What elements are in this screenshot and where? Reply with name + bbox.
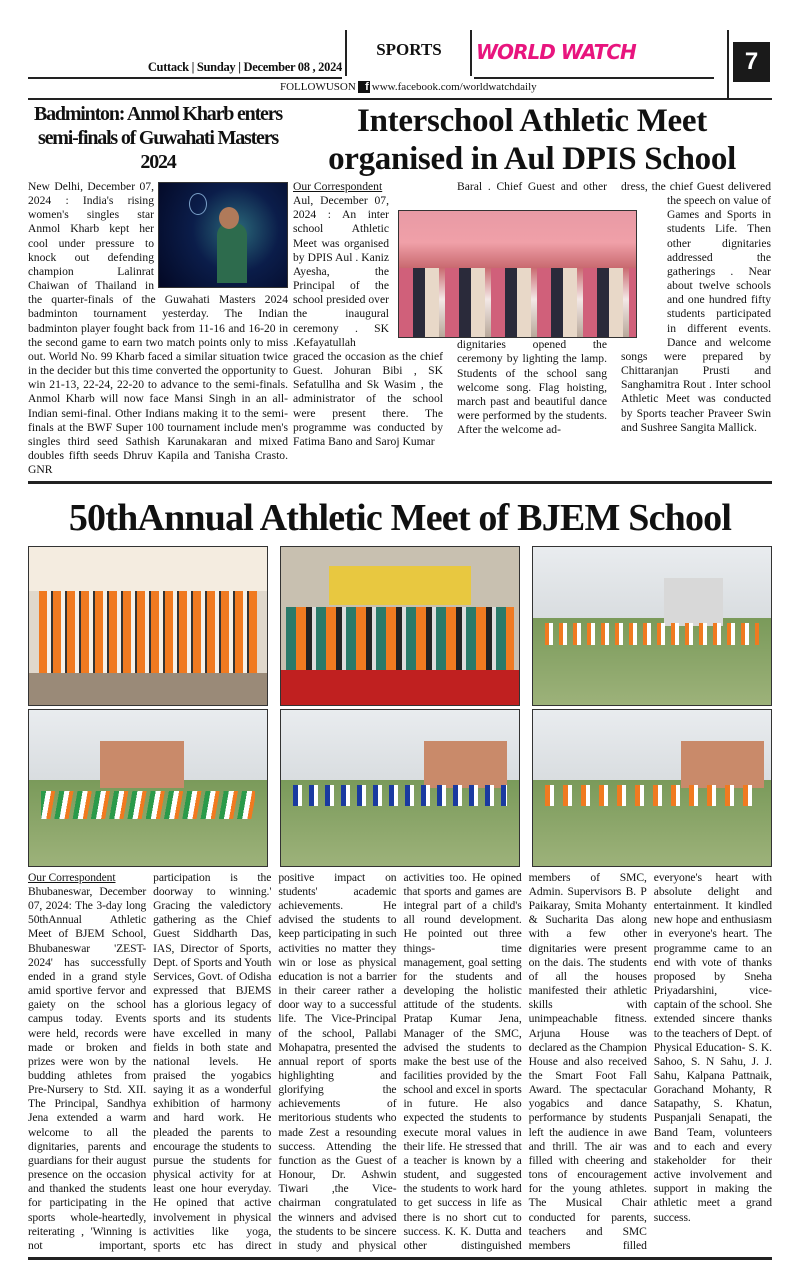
bjem-photo-group-trophies (28, 546, 268, 706)
aul-text-2: Baral . Chief Guest and other dignitaries opened the ceremony by lighting the lamp. Students of the school sang welcome song. Flag hoisting, march past and beautiful dance were performed by the students. After the welcome ad- (457, 180, 607, 437)
bjem-photo-grid (28, 546, 772, 867)
aul-article (292, 180, 772, 449)
masthead (0, 0, 800, 100)
rule (474, 77, 714, 79)
aul-text-3: dress, the chief Guest delivered the speech on value of Games and Sports in students Life. Then other dignitaries addressed the gatherings . Near about twelve schools and one hundred fifty students participated in different events. Dance and welcome songs were prepared by Chittaranjan Prusti and Sanghamitra Rout . Inter school Athletic Meet was conducted by Sports teacher Praveer Swin and Sushree Sangita Mallick. (621, 180, 771, 434)
bjem-article (28, 871, 772, 1253)
aul-story (292, 102, 772, 477)
rule (28, 1257, 772, 1260)
rule (28, 77, 342, 79)
aul-ceremony-photo (398, 210, 637, 338)
badminton-headline: Badminton: Anmol Kharb enters semi-finals of Guwahati Masters 2024 (33, 103, 282, 173)
badminton-body: New Delhi, December 07, 2024 : India's rising women's singles star Anmol Kharb kept her cool under pressure to knock out defending champion Lalinrat Chaiwan of Thailand in the quarter-finals of the Guwahati Masters 2024 badminton tournament yesterday. The Indian badminton player fought back from 11-16 and 16-20 in the second game to earn two match points only to miss out. World No. 99 Kharb faced a similar situation twice in the decider but this time converted the opportunity to win 21-13, 22-24, 22-20 to advance to the semi-finals. Anmol Kharb will now face Mansi Singh in an all-Indian semi-final. Other Indians making it to the semi-finals at the BWF Super 100 tournament include men's singles third seed Sathish Karunakaran and mixed doubles fifth seeds Dhruv Kapila and Tanisha Crasto. GNR (28, 180, 288, 477)
divider (470, 30, 472, 76)
rule (28, 98, 772, 100)
bjem-body: Bhubaneswar, December 07, 2024: The 3-day long 50thAnnual Athletic Meet of BJEM School, Bhubaneswar 'ZEST-2024' has successfully ended in a grand style amid sportive fervor and gaiety on the school campus today. Events were held, records were made or broken and prizes were won by the budding athletes from Pre-Nursery to Std. XII. The Principal, Sandhya Jena extended a warm welcome to all the dignitaries, parents and guardians for their august presence on the occasion and thanked the students for participating in the sports whole-heartedly, reiterating , 'Winning is not important, participation is the doorway to winning.' Gracing the valedictory gathering as the Chief Guest Siddharth Das, IAS, Director of Sports, Dept. of Sports and Youth Services, Govt. of Odisha expressed that BJEMS has a glorious legacy of sports and its students have excelled in many fields in both state and national levels. He praised the yogabics saying it as a wonderful exhibition of harmony and hard work. He pleaded the parents to encourage the students to pursue the students for physical activity for at least one hour everyday. He opined that active involvement in physical activities like yoga, sports etc has direct positive impact on students' academic achievements. He advised the students to keep participating in such activities no matter they win or lose as physical education is not a barrier in their career rather a door way to a successful life. The Vice-Principal of the school, Pallabi Mohapatra, presented the annual report of sports highlighting and glorifying the achievements of meritorious students who made Zest a resounding success. Attending the function as the Guest of Honour, Dr. Ashwin Tiwari ,the Vice-chairman congratulated the winners and advised the students to be sincere in study and physical activities too. He opined that sports and games are integral part of a child's all round development. He pointed out three things- time management, goal setting for the students and developing the holistic attitude of the students. Pratap Kumar Jena, Manager of the SMC, advised the students to make the best use of the facilities provided by the school and excel in sports in future. He also expected the students to execute moral values in their life. He stressed that a teacher is known by a student, and suggested the students to work hard to get success in life as there is no short cut to success. K. K. Dutta and other distinguished members of SMC, Admin. Supervisors B. P Paikaray, Smita Mohanty & Sucharita Das along with a few other dignitaries were present on the dais. The students of all the houses manifested their athletic skills with unimpeachable fitness. Arjuna House was declared as the Champion House and also received the Smart Foot Fall Award. The spectacular yogabics and dance performance by students left the audience in awe and thrill. The air was filled with cheering and tons of encouragement for the young athletes. The Musical Chair conducted for parents, teachers and SMC members filled everyone's heart with absolute delight and entertainment. It kindled new hope and enthusiasm in everyone's heart. The programme came to an end with vote of thanks proposed by Sneha Priyadarshini, vice-captain of the school. She extended sincere thanks to the teachers of Dept. of Physical Education- S. K. Sahoo, S. N Sahu, J. J. Sahu, Kalpana Pattnaik, Gorachand Mohanty, R Satapathy, S. Khatun, Puspanjali Senapati, the Band Team, volunteers and to each and every stakeholder for their active involvement and support in making the athletic meet a grand success. (28, 870, 772, 1252)
aul-text-1: Aul, December 07, 2024 : An inter school Athletic Meet was organised by DPIS Aul . Kaniz Ayesha, the Principal of the school presided over the inaugural ceremony . SK .Kefayatullah graced the occasion as the chief Guest. Johuran Bibi , SK Sefatullha and Sk Wasim , the administrator of the school were present there. The programme was conducted by Fatima Bano and Saroj Kumar (293, 194, 443, 448)
aul-headline: Interschool Athletic Meet organised in Aul DPIS School (328, 103, 736, 177)
bjem-photo-drill (532, 709, 772, 867)
bjem-headline: 50thAnnual Athletic Meet of BJEM School (68, 496, 732, 539)
bjem-photo-dais (280, 546, 520, 706)
divider (345, 30, 347, 76)
facebook-icon: f (358, 81, 370, 93)
dateline: Cuttack | Sunday | December 08 , 2024 (147, 60, 342, 74)
follow-us-line (280, 81, 537, 93)
bjem-byline: Our Correspondent (28, 870, 116, 884)
bjem-photo-yoga (28, 709, 268, 867)
world-watch-logo: WORLD WATCH (476, 40, 636, 64)
badminton-story (28, 102, 288, 477)
badminton-article (28, 180, 288, 477)
page-number: 7 (733, 42, 770, 82)
rule (28, 481, 772, 484)
top-stories (28, 100, 772, 477)
aul-column-3 (621, 180, 771, 449)
aul-byline: Our Correspondent (293, 180, 383, 193)
section-title: SPORTS (376, 40, 442, 59)
facebook-link[interactable]: www.facebook.com/worldwatchdaily (371, 81, 537, 93)
follow-label: FOLLOWUSON (280, 81, 356, 93)
badminton-player-photo (158, 182, 288, 288)
divider (727, 30, 729, 100)
bjem-photo-march-past (280, 709, 520, 867)
bjem-photo-field-formation (532, 546, 772, 706)
